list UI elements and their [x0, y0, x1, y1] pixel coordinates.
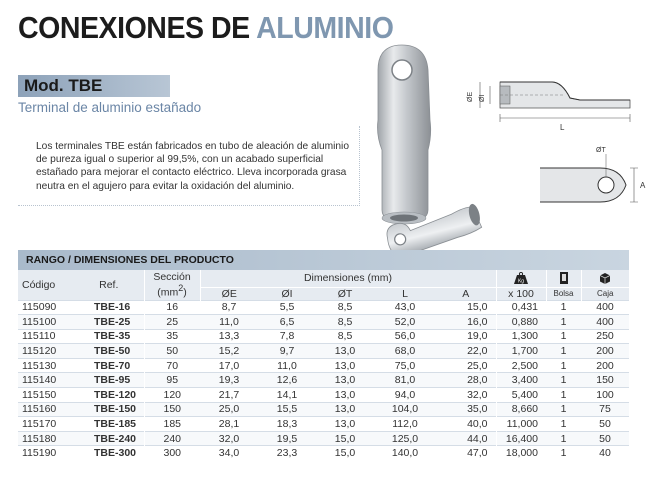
- weight-icon: [513, 272, 529, 284]
- col-section-unit: (mm: [157, 286, 179, 299]
- page-title: [18, 10, 393, 46]
- cell-a: 19,0: [436, 329, 496, 344]
- col-box-icon-cell: [581, 270, 629, 287]
- cell-weight: 3,400: [496, 373, 546, 388]
- cell-l: 140,0: [374, 446, 436, 461]
- col-i: ØI: [258, 287, 316, 300]
- cell-box: 75: [581, 402, 629, 417]
- cell-code: 115150: [18, 388, 74, 403]
- cell-a: 22,0: [436, 344, 496, 359]
- cell-box: 40: [581, 446, 629, 461]
- table-body: [18, 300, 629, 461]
- col-a: A: [436, 287, 496, 300]
- cell-bag: 1: [546, 344, 581, 359]
- cell-e: 28,1: [200, 417, 258, 432]
- cell-a: 47,0: [436, 446, 496, 461]
- table-caption: RANGO / DIMENSIONES DEL PRODUCTO: [26, 254, 234, 266]
- cell-code: 115190: [18, 446, 74, 461]
- top-view-diagram: [540, 140, 650, 230]
- cell-t: 13,0: [316, 373, 374, 388]
- cell-a: 25,0: [436, 358, 496, 373]
- cell-section: 35: [144, 329, 200, 344]
- cell-e: 34,0: [200, 446, 258, 461]
- cell-ref: TBE-70: [74, 358, 144, 373]
- cell-weight: 2,500: [496, 358, 546, 373]
- cell-bag: 1: [546, 373, 581, 388]
- cell-i: 9,7: [258, 344, 316, 359]
- cell-weight: 8,660: [496, 402, 546, 417]
- cell-a: 40,0: [436, 417, 496, 432]
- cell-bag: 1: [546, 417, 581, 432]
- product-subtitle: Terminal de aluminio estañado: [18, 100, 202, 115]
- cell-a: 44,0: [436, 431, 496, 446]
- cell-bag: 1: [546, 315, 581, 330]
- col-section-sup: 2: [178, 283, 184, 293]
- cell-code: 115090: [18, 300, 74, 315]
- cell-ref: TBE-120: [74, 388, 144, 403]
- cell-code: 115120: [18, 344, 74, 359]
- table-row: [18, 300, 629, 315]
- cell-ref: TBE-300: [74, 446, 144, 461]
- cell-ref: TBE-35: [74, 329, 144, 344]
- cell-weight: 11,000: [496, 417, 546, 432]
- cell-a: 32,0: [436, 388, 496, 403]
- cell-a: 28,0: [436, 373, 496, 388]
- bag-icon: [559, 271, 569, 285]
- side-view-diagram: [460, 70, 650, 140]
- cell-weight: 0,431: [496, 300, 546, 315]
- cell-box: 200: [581, 344, 629, 359]
- model-label: Mod. TBE: [24, 76, 103, 95]
- cell-box: 200: [581, 358, 629, 373]
- cell-bag: 1: [546, 358, 581, 373]
- cell-l: 52,0: [374, 315, 436, 330]
- col-box: Caja: [581, 287, 629, 300]
- box-icon: [599, 272, 611, 284]
- table-row: [18, 431, 629, 446]
- cell-ref: TBE-240: [74, 431, 144, 446]
- cell-e: 25,0: [200, 402, 258, 417]
- cell-section: 185: [144, 417, 200, 432]
- col-t: ØT: [316, 287, 374, 300]
- cell-section: 70: [144, 358, 200, 373]
- cell-bag: 1: [546, 329, 581, 344]
- cell-l: 81,0: [374, 373, 436, 388]
- cell-box: 400: [581, 300, 629, 315]
- cell-code: 115130: [18, 358, 74, 373]
- model-banner: [18, 75, 170, 97]
- cell-ref: TBE-50: [74, 344, 144, 359]
- cell-weight: 18,000: [496, 446, 546, 461]
- cell-box: 250: [581, 329, 629, 344]
- cell-t: 13,0: [316, 344, 374, 359]
- cell-code: 115140: [18, 373, 74, 388]
- dimensions-table: [18, 270, 629, 461]
- cell-t: 8,5: [316, 315, 374, 330]
- cell-ref: TBE-95: [74, 373, 144, 388]
- cell-i: 18,3: [258, 417, 316, 432]
- col-bag-icon-cell: [546, 270, 581, 287]
- description-box: [18, 126, 360, 206]
- title-part-1: CONEXIONES DE: [18, 10, 250, 45]
- cell-t: 13,0: [316, 358, 374, 373]
- cell-t: 13,0: [316, 388, 374, 403]
- cell-l: 68,0: [374, 344, 436, 359]
- table-row: [18, 388, 629, 403]
- table-row: [18, 417, 629, 432]
- cell-bag: 1: [546, 388, 581, 403]
- col-bag: Bolsa: [546, 287, 581, 300]
- cell-e: 32,0: [200, 431, 258, 446]
- cell-l: 43,0: [374, 300, 436, 315]
- cell-code: 115100: [18, 315, 74, 330]
- cell-box: 50: [581, 431, 629, 446]
- description-text: Los terminales TBE están fabricados en tubo de aleación de aluminio de pureza igual o superior al 99,5%, con un acabado superficial estañado para mejorar el contacto eléctrico. Lleva incorporada grasa neutra en el agujero para evitar la oxidación del aluminio.: [36, 141, 349, 192]
- col-section-label: Sección: [153, 271, 191, 283]
- label-l: L: [560, 123, 565, 132]
- cell-e: 17,0: [200, 358, 258, 373]
- cell-i: 12,6: [258, 373, 316, 388]
- cell-weight: 16,400: [496, 431, 546, 446]
- cell-box: 100: [581, 388, 629, 403]
- cell-i: 15,5: [258, 402, 316, 417]
- cell-t: 15,0: [316, 446, 374, 461]
- col-dimensions: Dimensiones (mm): [200, 270, 496, 287]
- cell-weight: 0,880: [496, 315, 546, 330]
- table-row: [18, 315, 629, 330]
- table-row: [18, 358, 629, 373]
- weight-unit: Kg: [517, 278, 525, 285]
- cell-t: 8,5: [316, 300, 374, 315]
- cell-e: 13,3: [200, 329, 258, 344]
- cell-t: 8,5: [316, 329, 374, 344]
- cell-ref: TBE-150: [74, 402, 144, 417]
- cell-box: 400: [581, 315, 629, 330]
- cell-section: 50: [144, 344, 200, 359]
- cell-e: 21,7: [200, 388, 258, 403]
- cell-e: 11,0: [200, 315, 258, 330]
- cell-code: 115160: [18, 402, 74, 417]
- cell-l: 75,0: [374, 358, 436, 373]
- col-code: Código: [18, 270, 74, 300]
- cell-i: 23,3: [258, 446, 316, 461]
- cell-t: 15,0: [316, 431, 374, 446]
- col-l: L: [374, 287, 436, 300]
- cell-l: 94,0: [374, 388, 436, 403]
- cell-bag: 1: [546, 431, 581, 446]
- cell-section: 16: [144, 300, 200, 315]
- cell-section: 120: [144, 388, 200, 403]
- cell-l: 56,0: [374, 329, 436, 344]
- title-part-2: ALUMINIO: [256, 10, 394, 45]
- label-i: ØI: [479, 94, 486, 102]
- table-row: [18, 446, 629, 461]
- cell-section: 150: [144, 402, 200, 417]
- cell-box: 50: [581, 417, 629, 432]
- cell-l: 112,0: [374, 417, 436, 432]
- cell-code: 115170: [18, 417, 74, 432]
- cell-box: 150: [581, 373, 629, 388]
- product-table: [18, 250, 629, 461]
- table-row: [18, 344, 629, 359]
- col-e: ØE: [200, 287, 258, 300]
- col-weight-icon-cell: [496, 270, 546, 287]
- cell-l: 104,0: [374, 402, 436, 417]
- label-t: ØT: [596, 147, 606, 154]
- table-row: [18, 402, 629, 417]
- label-e: ØE: [467, 91, 474, 102]
- cell-e: 15,2: [200, 344, 258, 359]
- cell-t: 13,0: [316, 417, 374, 432]
- col-section-close: ): [183, 286, 187, 299]
- cell-section: 25: [144, 315, 200, 330]
- cell-i: 6,5: [258, 315, 316, 330]
- cell-code: 115110: [18, 329, 74, 344]
- table-row: [18, 329, 629, 344]
- cell-ref: TBE-16: [74, 300, 144, 315]
- col-section: [144, 270, 200, 300]
- cell-i: 11,0: [258, 358, 316, 373]
- cell-t: 13,0: [316, 402, 374, 417]
- col-ref: Ref.: [74, 270, 144, 300]
- cell-section: 240: [144, 431, 200, 446]
- cell-weight: 1,700: [496, 344, 546, 359]
- cell-bag: 1: [546, 446, 581, 461]
- cell-i: 5,5: [258, 300, 316, 315]
- cell-bag: 1: [546, 300, 581, 315]
- col-weight: x 100: [496, 287, 546, 300]
- cell-i: 7,8: [258, 329, 316, 344]
- cell-i: 14,1: [258, 388, 316, 403]
- cell-weight: 1,300: [496, 329, 546, 344]
- cell-weight: 5,400: [496, 388, 546, 403]
- cell-a: 15,0: [436, 300, 496, 315]
- cell-section: 300: [144, 446, 200, 461]
- cell-l: 125,0: [374, 431, 436, 446]
- table-caption-bar: [18, 250, 629, 270]
- cell-code: 115180: [18, 431, 74, 446]
- cell-a: 35,0: [436, 402, 496, 417]
- label-a: A: [640, 181, 646, 190]
- cell-e: 19,3: [200, 373, 258, 388]
- cell-ref: TBE-185: [74, 417, 144, 432]
- cell-section: 95: [144, 373, 200, 388]
- cell-bag: 1: [546, 402, 581, 417]
- cell-ref: TBE-25: [74, 315, 144, 330]
- cell-a: 16,0: [436, 315, 496, 330]
- cell-i: 19,5: [258, 431, 316, 446]
- cell-e: 8,7: [200, 300, 258, 315]
- table-row: [18, 373, 629, 388]
